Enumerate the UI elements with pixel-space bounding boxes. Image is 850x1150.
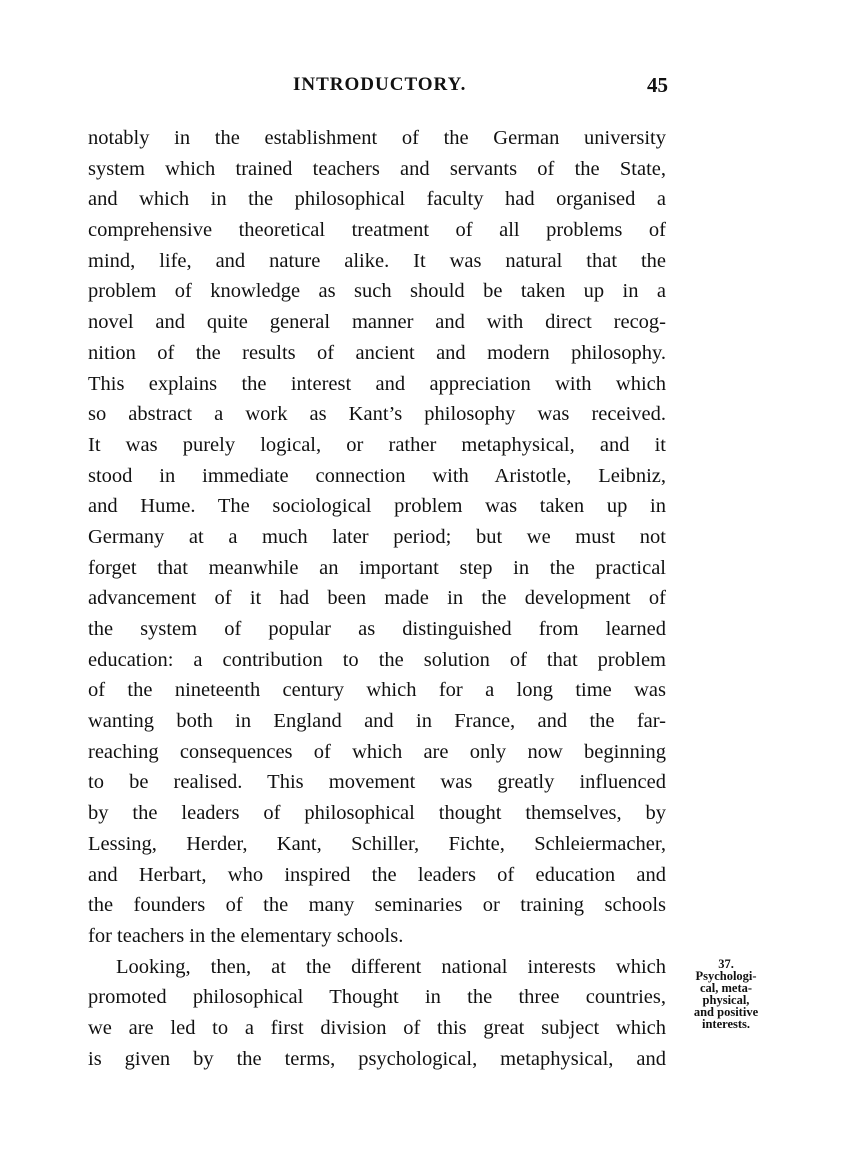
text-line: the system of popular as distinguished from learned: [88, 618, 666, 640]
margin-note: [676, 958, 776, 1030]
text-line: Lessing, Herder, Kant, Schiller, Fichte, Schleiermacher,: [88, 832, 666, 855]
margin-note-line: Psychologi-: [695, 969, 757, 983]
running-head: [88, 74, 668, 102]
margin-note-number: 37.: [718, 957, 734, 971]
text-line: It was purely logical, or rather metaphysical, and it: [88, 433, 666, 456]
text-line: This explains the interest and appreciation with which: [88, 372, 666, 395]
text-line: by the leaders of philosophical thought themselves, by: [88, 802, 666, 825]
text-line: wanting both in England and in France, and the far-: [88, 710, 666, 733]
text-line: notably in the establishment of the German university: [88, 127, 666, 149]
text-line: and Hume. The sociological problem was taken up in: [88, 495, 666, 518]
text-line: to be realised. This movement was greatly influenced: [88, 771, 666, 794]
text-line: novel and quite general manner and with direct recog-: [88, 311, 666, 334]
text-line: forget that meanwhile an important step in the practical: [88, 556, 666, 579]
text-line: nition of the results of ancient and modern philosophy.: [88, 341, 666, 364]
text-line: Germany at a much later period; but we must not: [88, 525, 666, 548]
body-text: [88, 123, 666, 1074]
text-line: and which in the philosophical faculty had organised a: [88, 188, 666, 211]
margin-note-line: interests.: [701, 1017, 751, 1031]
margin-note-line: and positive: [693, 1005, 759, 1019]
text-line: so abstract a work as Kant’s philosophy was received.: [88, 403, 666, 426]
text-line: reaching consequences of which are only now beginning: [88, 740, 666, 763]
text-line: education: a contribution to the solution of that problem: [88, 648, 666, 671]
text-line: is given by the terms, psychological, metaphysical, and: [88, 1047, 666, 1070]
running-head-title: INTRODUCTORY.: [293, 74, 467, 95]
margin-note-line: physical,: [702, 993, 750, 1007]
text-line: comprehensive theoretical treatment of all problems of: [88, 219, 666, 242]
text-line: and Herbart, who inspired the leaders of education and: [88, 863, 666, 886]
text-line: stood in immediate connection with Aristotle, Leibniz,: [88, 464, 666, 487]
text-line: advancement of it had been made in the development of: [88, 587, 666, 610]
text-line: the founders of the many seminaries or training schools: [88, 894, 666, 917]
text-line: we are led to a first division of this great subject which: [88, 1016, 666, 1039]
text-line: system which trained teachers and servants of the State,: [88, 157, 666, 180]
text-line: promoted philosophical Thought in the three countries,: [88, 986, 666, 1009]
text-line: of the nineteenth century which for a long time was: [88, 679, 666, 702]
paragraph-end-line: for teachers in the elementary schools.: [88, 924, 404, 947]
text-line: problem of knowledge as such should be taken up in a: [88, 280, 666, 303]
paragraph-start-line: Looking, then, at the different national interests which: [116, 955, 666, 978]
text-line: mind, life, and nature alike. It was natural that the: [88, 249, 666, 272]
margin-note-line: cal, meta-: [699, 981, 753, 995]
page-number: 45: [647, 73, 668, 97]
